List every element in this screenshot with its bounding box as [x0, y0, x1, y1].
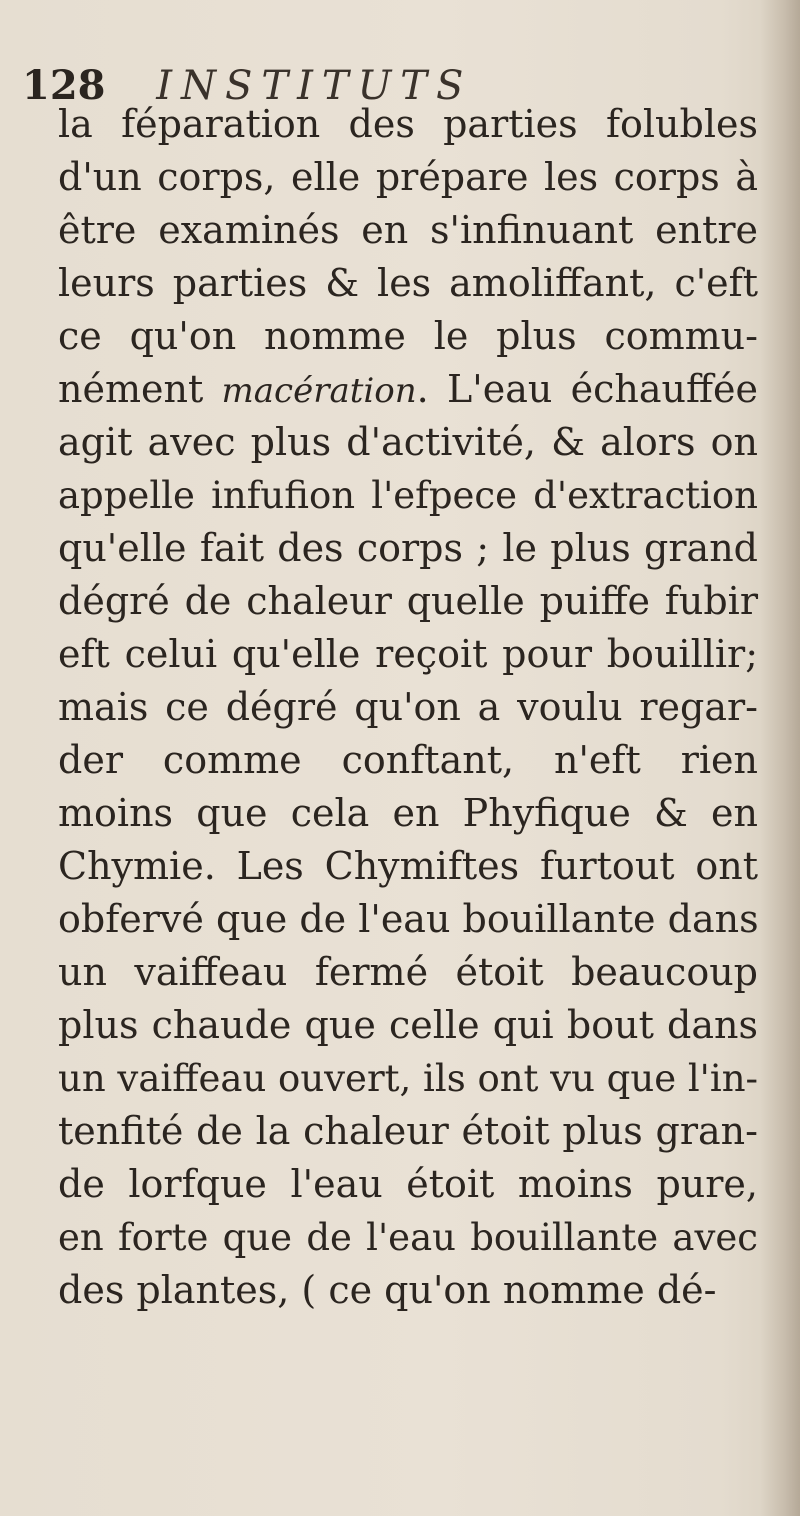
text-line: tenfité de la chaleur étoit plus gran-: [58, 1109, 758, 1153]
text-line: dégré de chaleur quelle puiffe fubir: [58, 579, 758, 623]
page-gutter-shadow: [760, 0, 800, 1516]
text-line: moins que cela en Phyfique & en: [58, 791, 758, 835]
text-line: un vaiffeau fermé étoit beaucoup: [58, 950, 758, 994]
text-line: un vaiffeau ouvert, ils ont vu que l'in-: [58, 1057, 759, 1100]
text-line: mais ce dégré qu'on a voulu regar-: [58, 685, 758, 729]
text-line: d'un corps, elle prépare les corps à: [58, 155, 758, 199]
text-line: der comme conftant, n'eft rien: [58, 738, 758, 782]
text-line: appelle infufion l'efpece d'extraction: [58, 474, 758, 517]
text-run: nément: [58, 367, 222, 411]
text-line: des plantes, ( ce qu'on nomme dé-: [58, 1268, 717, 1312]
text-line: la féparation des parties folubles: [58, 102, 758, 146]
text-line: ce qu'on nomme le plus commu-: [58, 314, 758, 358]
text-line: leurs parties & les amoliffant, c'eft: [58, 261, 758, 305]
page-number: 128: [22, 62, 106, 109]
body-text: [58, 98, 758, 1317]
text-line: eft celui qu'elle reçoit pour bouillir;: [58, 632, 758, 676]
text-line: agit avec plus d'activité, & alors on: [58, 420, 758, 464]
text-line: Chymie. Les Chymiftes furtout ont: [58, 844, 758, 888]
text-line: [58, 363, 758, 416]
text-line: obfervé que de l'eau bouillante dans: [58, 897, 759, 941]
text-line: qu'elle fait des corps ; le plus grand: [58, 526, 758, 570]
text-line: de lorfque l'eau étoit moins pure,: [58, 1162, 758, 1206]
text-line: en forte que de l'eau bouillante avec: [58, 1216, 758, 1259]
text-run: . L'eau échauffée: [416, 367, 758, 411]
running-title: INSTITUTS: [156, 63, 473, 109]
italic-term: macération: [221, 371, 417, 411]
text-line: plus chaude que celle qui bout dans: [58, 1003, 758, 1047]
text-line: être examinés en s'infinuant entre: [58, 208, 758, 252]
